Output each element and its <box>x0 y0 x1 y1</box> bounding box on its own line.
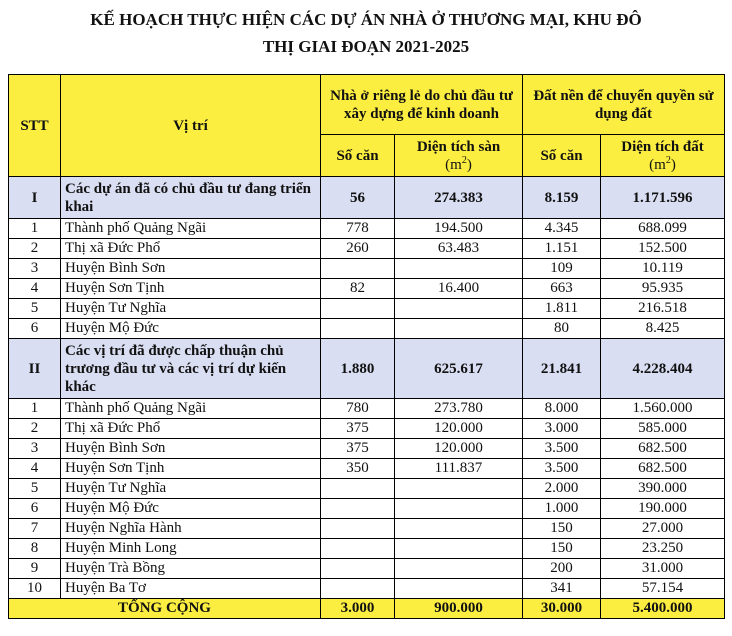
row-units-land: 3.500 <box>523 459 601 479</box>
row-name: Thành phố Quảng Ngãi <box>61 219 321 239</box>
total-floor-area: 900.000 <box>395 599 523 619</box>
row-name: Huyện Minh Long <box>61 539 321 559</box>
table-row <box>9 299 725 319</box>
row-name: Huyện Mộ Đức <box>61 499 321 519</box>
table-row <box>9 419 725 439</box>
row-stt: 5 <box>9 479 61 499</box>
row-units-house: 780 <box>321 399 395 419</box>
row-units-land: 663 <box>523 279 601 299</box>
row-name: Huyện Tư Nghĩa <box>61 479 321 499</box>
table-header <box>9 75 725 177</box>
header-land-area <box>601 135 725 177</box>
row-floor-area: 111.837 <box>395 459 523 479</box>
total-label: TỔNG CỘNG <box>9 599 321 619</box>
section-land-area: 4.228.404 <box>601 339 725 399</box>
header-stt: STT <box>9 75 61 177</box>
row-floor-area <box>395 539 523 559</box>
row-stt: 2 <box>9 419 61 439</box>
row-floor-area <box>395 499 523 519</box>
row-land-area: 23.250 <box>601 539 725 559</box>
header-land-area-unit: $(m^2)$ <box>649 154 676 173</box>
row-stt: 4 <box>9 459 61 479</box>
row-units-land: 80 <box>523 319 601 339</box>
row-floor-area <box>395 519 523 539</box>
header-floor-area-unit: $(m^2)$ <box>445 154 472 173</box>
row-floor-area: 273.780 <box>395 399 523 419</box>
row-stt: 8 <box>9 539 61 559</box>
row-stt: 6 <box>9 499 61 519</box>
section-name: Các dự án đã có chủ đầu tư đang triển khai <box>61 177 321 219</box>
total-units-land: 30.000 <box>523 599 601 619</box>
row-stt: 3 <box>9 439 61 459</box>
header-units-house: Số căn <box>321 135 395 177</box>
row-floor-area <box>395 559 523 579</box>
table-row <box>9 279 725 299</box>
row-land-area: 8.425 <box>601 319 725 339</box>
row-stt: 2 <box>9 239 61 259</box>
row-land-area: 682.500 <box>601 459 725 479</box>
total-units-house: 3.000 <box>321 599 395 619</box>
row-name: Huyện Nghĩa Hành <box>61 519 321 539</box>
table-row <box>9 559 725 579</box>
header-units-land: Số căn <box>523 135 601 177</box>
table-row <box>9 239 725 259</box>
header-land-area-label: Diện tích đất <box>621 138 704 155</box>
row-floor-area: 120.000 <box>395 439 523 459</box>
header-floor-area <box>395 135 523 177</box>
row-stt: 10 <box>9 579 61 599</box>
row-floor-area <box>395 479 523 499</box>
section-land-area: 1.171.596 <box>601 177 725 219</box>
section-stt: I <box>9 177 61 219</box>
row-units-land: 109 <box>523 259 601 279</box>
section-floor-area: 625.617 <box>395 339 523 399</box>
row-units-land: 200 <box>523 559 601 579</box>
row-stt: 1 <box>9 399 61 419</box>
row-units-house <box>321 519 395 539</box>
row-units-land: 341 <box>523 579 601 599</box>
row-stt: 6 <box>9 319 61 339</box>
row-units-house: 375 <box>321 439 395 459</box>
section-units-land: 21.841 <box>523 339 601 399</box>
row-name: Thành phố Quảng Ngãi <box>61 399 321 419</box>
table-row <box>9 479 725 499</box>
row-units-land: 1.000 <box>523 499 601 519</box>
table-row <box>9 259 725 279</box>
row-land-area: 1.560.000 <box>601 399 725 419</box>
row-units-house <box>321 539 395 559</box>
header-group-land: Đất nền để chuyển quyền sử dụng đất <box>523 75 725 135</box>
row-name: Huyện Sơn Tịnh <box>61 279 321 299</box>
row-stt: 1 <box>9 219 61 239</box>
row-units-house: 375 <box>321 419 395 439</box>
table-row <box>9 579 725 599</box>
row-name: Huyện Tư Nghĩa <box>61 299 321 319</box>
row-floor-area: 120.000 <box>395 419 523 439</box>
row-units-house <box>321 479 395 499</box>
row-units-land: 8.000 <box>523 399 601 419</box>
row-units-land: 150 <box>523 519 601 539</box>
row-units-house: 260 <box>321 239 395 259</box>
section-units-house: 1.880 <box>321 339 395 399</box>
row-units-land: 3.000 <box>523 419 601 439</box>
row-units-house <box>321 499 395 519</box>
table-row <box>9 439 725 459</box>
table-row <box>9 399 725 419</box>
header-group-house: Nhà ở riêng lẻ do chủ đầu tư xây dựng để kinh doanh <box>321 75 523 135</box>
row-name: Huyện Trà Bồng <box>61 559 321 579</box>
housing-plan-table <box>8 74 725 619</box>
row-name: Huyện Mộ Đức <box>61 319 321 339</box>
title-line-2: THỊ GIAI ĐOẠN 2021-2025 <box>262 37 470 56</box>
section-row <box>9 339 725 399</box>
section-stt: II <box>9 339 61 399</box>
row-name: Huyện Sơn Tịnh <box>61 459 321 479</box>
total-row <box>9 599 725 619</box>
row-units-house <box>321 559 395 579</box>
row-land-area: 57.154 <box>601 579 725 599</box>
row-stt: 3 <box>9 259 61 279</box>
total-land-area: 5.400.000 <box>601 599 725 619</box>
row-stt: 9 <box>9 559 61 579</box>
header-location: Vị trí <box>61 75 321 177</box>
row-floor-area: 63.483 <box>395 239 523 259</box>
row-floor-area <box>395 579 523 599</box>
table-row <box>9 219 725 239</box>
row-land-area: 31.000 <box>601 559 725 579</box>
row-units-house: 778 <box>321 219 395 239</box>
row-land-area: 688.099 <box>601 219 725 239</box>
row-land-area: 95.935 <box>601 279 725 299</box>
table-row <box>9 539 725 559</box>
row-units-house <box>321 299 395 319</box>
row-stt: 7 <box>9 519 61 539</box>
row-name: Huyện Bình Sơn <box>61 439 321 459</box>
row-units-land: 3.500 <box>523 439 601 459</box>
row-land-area: 585.000 <box>601 419 725 439</box>
document-title <box>0 0 732 58</box>
table-row <box>9 459 725 479</box>
row-land-area: 190.000 <box>601 499 725 519</box>
row-land-area: 216.518 <box>601 299 725 319</box>
row-units-house <box>321 259 395 279</box>
row-units-land: 1.811 <box>523 299 601 319</box>
table-row <box>9 499 725 519</box>
title-line-1: KẾ HOẠCH THỰC HIỆN CÁC DỰ ÁN NHÀ Ở THƯƠNG MẠI, KHU ĐÔ <box>90 10 642 29</box>
row-land-area: 10.119 <box>601 259 725 279</box>
row-units-house <box>321 579 395 599</box>
row-name: Huyện Bình Sơn <box>61 259 321 279</box>
section-name: Các vị trí đã được chấp thuận chủ trương đầu tư và các vị trí dự kiến khác <box>61 339 321 399</box>
row-floor-area: 16.400 <box>395 279 523 299</box>
table-row <box>9 319 725 339</box>
row-land-area: 152.500 <box>601 239 725 259</box>
table-row <box>9 519 725 539</box>
section-units-land: 8.159 <box>523 177 601 219</box>
table-body <box>9 177 725 619</box>
row-floor-area <box>395 259 523 279</box>
row-name: Thị xã Đức Phổ <box>61 419 321 439</box>
header-floor-area-label: Diện tích sàn <box>416 138 501 155</box>
row-stt: 5 <box>9 299 61 319</box>
row-units-land: 1.151 <box>523 239 601 259</box>
section-floor-area: 274.383 <box>395 177 523 219</box>
section-units-house: 56 <box>321 177 395 219</box>
row-stt: 4 <box>9 279 61 299</box>
row-units-land: 2.000 <box>523 479 601 499</box>
row-name: Huyện Ba Tơ <box>61 579 321 599</box>
row-units-land: 150 <box>523 539 601 559</box>
row-land-area: 27.000 <box>601 519 725 539</box>
row-units-house <box>321 319 395 339</box>
row-name: Thị xã Đức Phổ <box>61 239 321 259</box>
row-floor-area: 194.500 <box>395 219 523 239</box>
row-land-area: 390.000 <box>601 479 725 499</box>
row-land-area: 682.500 <box>601 439 725 459</box>
row-floor-area <box>395 319 523 339</box>
section-row <box>9 177 725 219</box>
row-units-house: 82 <box>321 279 395 299</box>
row-units-house: 350 <box>321 459 395 479</box>
row-units-land: 4.345 <box>523 219 601 239</box>
row-floor-area <box>395 299 523 319</box>
